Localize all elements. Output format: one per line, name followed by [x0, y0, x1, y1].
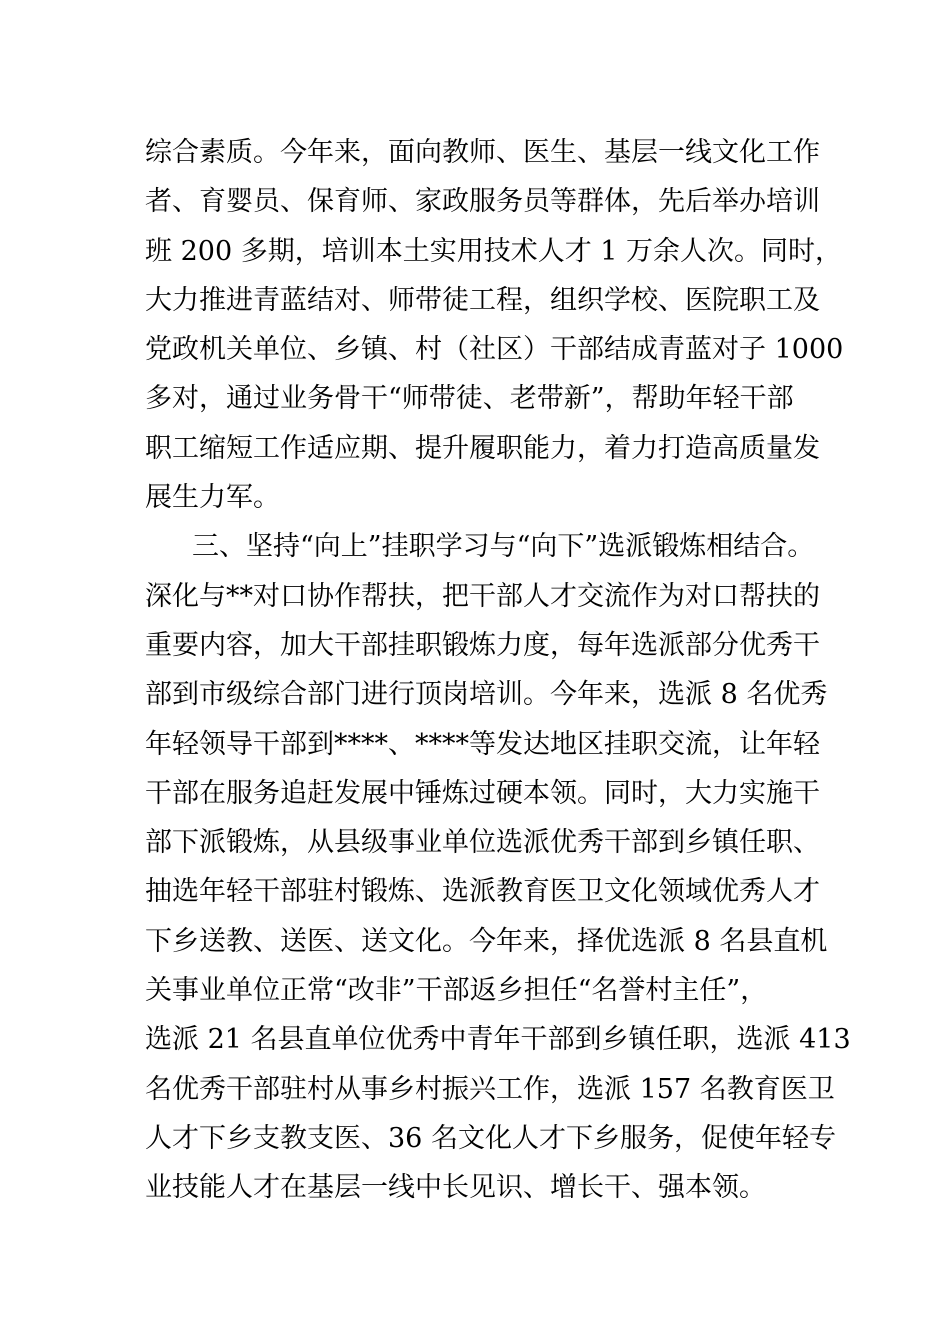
paragraph-line: 大力推进青蓝结对、师带徒工程，组织学校、医院职工及: [145, 284, 820, 316]
paragraph-line: 人才下乡支教支医、36 名文化人才下乡服务，促使年轻专: [145, 1122, 836, 1154]
paragraph-line: 班 200 多期，培训本土实用技术人才 1 万余人次。同时，: [145, 235, 843, 267]
paragraph-line: 深化与**对口协作帮扶，把干部人才交流作为对口帮扶的: [145, 580, 820, 612]
paragraph-line: 选派 21 名县直单位优秀中青年干部到乡镇任职，选派 413: [145, 1024, 851, 1056]
paragraph-line: 展生力军。: [145, 482, 280, 514]
paragraph-line: 业技能人才在基层一线中长见识、增长干、强本领。: [145, 1172, 766, 1204]
section-heading-line: 三、坚持“向上”挂职学习与“向下”选派锻炼相结合。: [192, 531, 815, 563]
paragraph-line: 多对，通过业务骨干“师带徒、老带新”，帮助年轻干部: [145, 383, 794, 415]
paragraph-1: [145, 128, 844, 522]
paragraph-line: 干部在服务追赶发展中锤炼过硬本领。同时，大力实施干: [145, 777, 820, 809]
paragraph-line: 重要内容，加大干部挂职锻炼力度，每年选派部分优秀干: [145, 629, 820, 661]
paragraph-line: 综合素质。今年来，面向教师、医生、基层一线文化工作: [145, 137, 820, 168]
paragraph-line: 党政机关单位、乡镇、村（社区）干部结成青蓝对子 1000: [145, 334, 844, 366]
document-body: [145, 128, 851, 1213]
paragraph-line: 抽选年轻干部驻村锻炼、选派教育医卫文化领域优秀人才: [145, 876, 820, 908]
paragraph-2: [145, 522, 851, 1212]
paragraph-line: 名优秀干部驻村从事乡村振兴工作，选派 157 名教育医卫: [145, 1073, 835, 1105]
paragraph-line: 部到市级综合部门进行顶岗培训。今年来，选派 8 名优秀: [145, 679, 828, 711]
paragraph-line: 者、育婴员、保育师、家政服务员等群体，先后举办培训: [145, 186, 820, 218]
paragraph-line: 部下派锻炼，从县级事业单位选派优秀干部到乡镇任职、: [145, 827, 820, 859]
paragraph-line: 关事业单位正常“改非”干部返乡担任“名誉村主任”，: [145, 975, 768, 1007]
paragraph-line: 下乡送教、送医、送文化。今年来，择优选派 8 名县直机: [145, 925, 828, 957]
paragraph-line: 年轻领导干部到****、****等发达地区挂职交流，让年轻: [145, 728, 820, 760]
paragraph-line: 职工缩短工作适应期、提升履职能力，着力打造高质量发: [145, 432, 820, 464]
